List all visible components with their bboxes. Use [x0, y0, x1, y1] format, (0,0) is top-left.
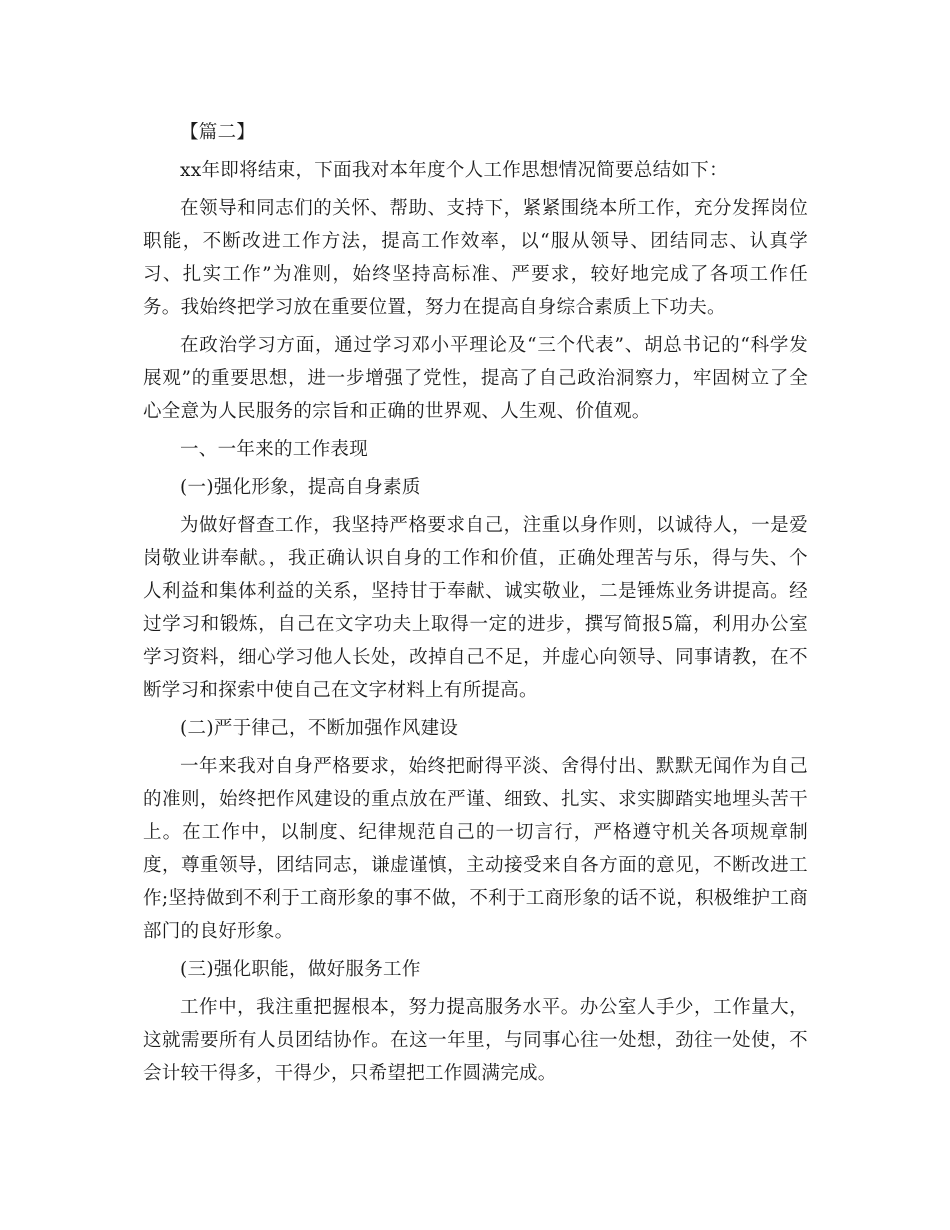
- paragraph-service: 工作中，我注重把握根本，努力提高服务水平。办公室人手少，工作量大，这就需要所有人员团结协作。在这一年里，与同事心往一处想，劲往一处使，不会计较干得多，干得少，只希望把工作圆满完成。: [143, 997, 808, 1084]
- subheading-discipline: (二)严于律己，不断加强作风建设: [180, 718, 459, 739]
- document-body: [143, 116, 808, 1090]
- section-title: 【篇二】: [180, 122, 256, 143]
- paragraph-overview: 在领导和同志们的关怀、帮助、支持下，紧紧围绕本所工作，充分发挥岗位职能，不断改进工作方法，提高工作效率，以“服从领导、团结同志、认真学习、扎实工作”为准则，始终坚持高标准、严要求，较好地完成了各项工作任务。我始终把学习放在重要位置，努力在提高自身综合素质上下功夫。: [143, 198, 808, 318]
- subheading-service: (三)强化职能，做好服务工作: [180, 959, 421, 980]
- subheading-image: (一)强化形象，提高自身素质: [180, 477, 421, 498]
- paragraph-political-study: 在政治学习方面，通过学习邓小平理论及“三个代表”、胡总书记的“科学发展观”的重要思想，进一步增强了党性，提高了自己政治洞察力，牢固树立了全心全意为人民服务的宗旨和正确的世界观、人生观、价值观。: [143, 335, 808, 422]
- paragraph-image: 为做好督查工作，我坚持严格要求自己，注重以身作则，以诚待人，一是爱岗敬业讲奉献。，我正确认识自身的工作和价值，正确处理苦与乐，得与失、个人利益和集体利益的关系，坚持甘于奉献、诚实敬业，二是锤炼业务讲提高。经过学习和锻炼，自己在文字功夫上取得一定的进步，撰写简报5篇，利用办公室学习资料，细心学习他人长处，改掉自己不足，并虚心向领导、同事请教，在不断学习和探索中使自己在文字材料上有所提高。: [143, 515, 808, 701]
- paragraph-intro: xx年即将结束，下面我对本年度个人工作思想情况简要总结如下：: [180, 160, 728, 181]
- heading-work-performance: 一、一年来的工作表现: [180, 439, 369, 460]
- paragraph-discipline: 一年来我对自身严格要求，始终把耐得平淡、舍得付出、默默无闻作为自己的准则，始终把作风建设的重点放在严谨、细致、扎实、求实脚踏实地埋头苦干上。在工作中，以制度、纪律规范自己的一切言行，严格遵守机关各项规章制度，尊重领导，团结同志，谦虚谨慎，主动接受来自各方面的意见，不断改进工作;坚持做到不利于工商形象的事不做，不利于工商形象的话不说，积极维护工商部门的良好形象。: [143, 756, 808, 942]
